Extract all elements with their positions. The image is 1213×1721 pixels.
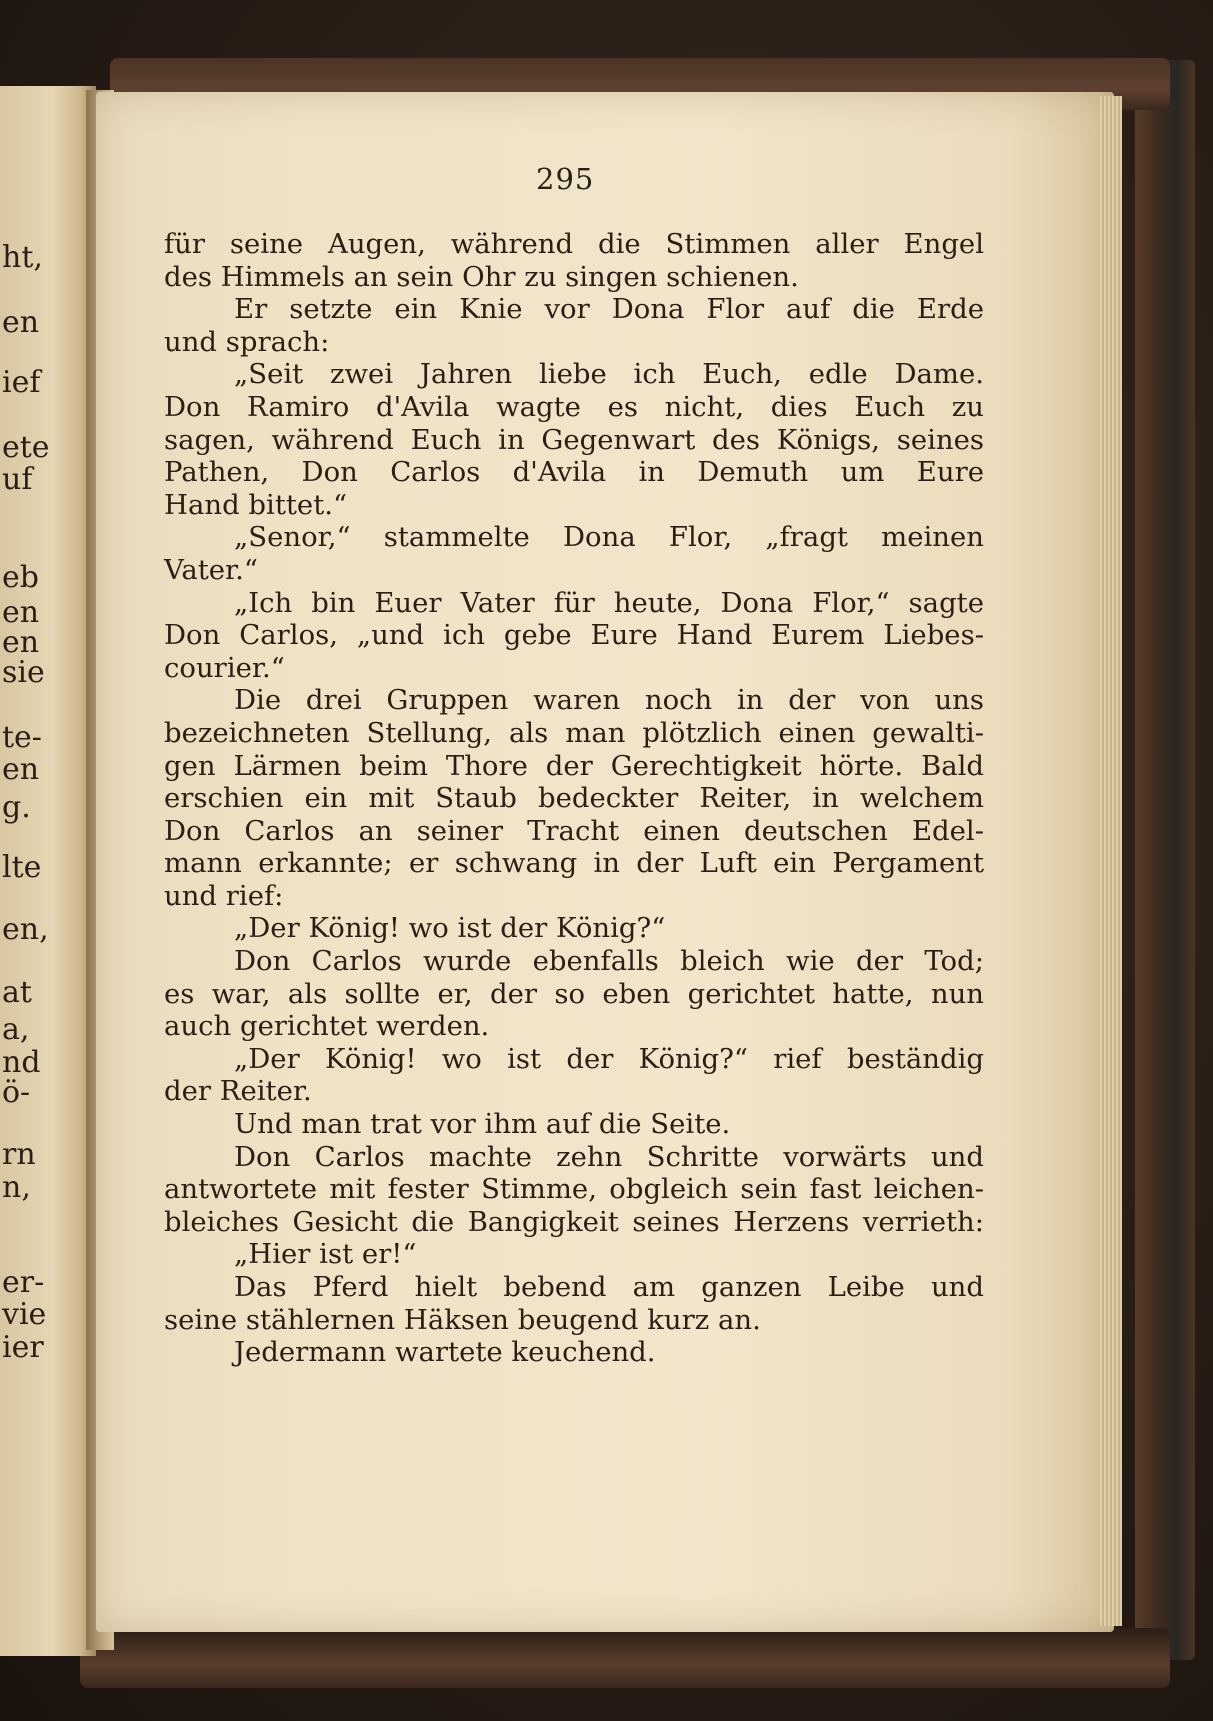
facing-page-text-fragment: en: [2, 625, 40, 660]
text-line: Das Pferd hielt bebend am ganzen Leibe und: [234, 1271, 984, 1303]
facing-page-text-fragment: er-: [2, 1265, 45, 1300]
text-line: Don Carlos wurde ebenfalls bleich wie der Tod;: [234, 945, 984, 978]
facing-page-text-fragment: uf: [2, 462, 33, 497]
text-line: Don Carlos an seiner Tracht einen deutschen Edel-: [164, 814, 984, 847]
text-line: Er setzte ein Knie vor Dona Flor auf die Erde: [234, 293, 984, 326]
text-line: „Der König! wo ist der König?“: [234, 912, 666, 945]
text-line: seine stählernen Häksen beugend kurz an.: [164, 1303, 761, 1336]
text-line: der Reiter.: [164, 1075, 312, 1108]
page-number: 295: [536, 162, 595, 196]
facing-page-text-fragment: at: [2, 975, 32, 1010]
text-line: Hand bittet.“: [164, 488, 348, 521]
text-line: erschien ein mit Staub bedeckter Reiter, in welchem: [164, 782, 984, 815]
text-line: „Senor,“ stammelte Dona Flor, „fragt meinen: [234, 521, 984, 554]
text-line: des Himmels an sein Ohr zu singen schienen.: [164, 260, 799, 293]
text-line: es war, als sollte er, der so eben gerichtet hatte, nun: [164, 977, 984, 1010]
facing-page-text-fragment: eb: [2, 560, 39, 595]
facing-page-text-fragment: sie: [2, 655, 45, 690]
text-line: Vater.“: [164, 553, 258, 586]
text-line: Und man trat vor ihm auf die Seite.: [234, 1108, 731, 1141]
facing-page-fragment: [0, 86, 96, 1656]
text-line: gen Lärmen beim Thore der Gerechtigkeit hörte. Bald: [164, 749, 984, 782]
facing-page-text-fragment: en: [2, 752, 40, 787]
text-line: Pathen, Don Carlos d'Avila in Demuth um Eure: [164, 456, 984, 489]
text-line: und sprach:: [164, 325, 330, 358]
leather-binding-bottom: [80, 1628, 1170, 1688]
facing-page-text-fragment: nd: [2, 1045, 41, 1080]
facing-page-text-fragment: te-: [2, 720, 42, 755]
text-line: und rief:: [164, 879, 284, 912]
facing-page-text-fragment: ö-: [2, 1075, 31, 1110]
text-line: Don Carlos machte zehn Schritte vorwärts und: [234, 1140, 984, 1173]
facing-page-text-fragment: n,: [2, 1170, 31, 1205]
text-line: courier.“: [164, 651, 285, 684]
body-text: [164, 228, 984, 1369]
facing-page-text-fragment: ief: [2, 365, 41, 400]
text-line: Don Ramiro d'Avila wagte es nicht, dies Euch zu: [164, 390, 984, 423]
page-block-edge: [1100, 96, 1122, 1626]
facing-page-text-fragment: ete: [2, 430, 50, 465]
text-line: Don Carlos, „und ich gebe Eure Hand Eurem Liebes-: [164, 619, 984, 652]
text-line: mann erkannte; er schwang in der Luft ein Pergament: [164, 847, 984, 880]
text-line: „Hier ist er!“: [234, 1238, 417, 1271]
text-line: auch gerichtet werden.: [164, 1010, 490, 1043]
text-line: sagen, während Euch in Gegenwart des Königs, seines: [164, 423, 984, 456]
book-binding-edge: [1135, 60, 1195, 1660]
text-line: „Ich bin Euer Vater für heute, Dona Flor,“ sagte: [234, 586, 984, 619]
text-line: Die drei Gruppen waren noch in der von uns: [234, 684, 984, 717]
text-line: bezeichneten Stellung, als man plötzlich einen gewalti-: [164, 716, 984, 749]
text-line: bleiches Gesicht die Bangigkeit seines Herzens verrieth:: [164, 1205, 984, 1238]
text-line: antwortete mit fester Stimme, obgleich sein fast leichen-: [164, 1173, 984, 1206]
facing-page-text-fragment: ht,: [2, 240, 43, 275]
text-line: für seine Augen, während die Stimmen aller Engel: [164, 228, 984, 260]
facing-page-text-fragment: en: [2, 595, 40, 630]
facing-page-text-fragment: a,: [2, 1012, 30, 1047]
text-line: Jedermann wartete keuchend.: [234, 1336, 656, 1369]
facing-page-text-fragment: g.: [2, 790, 31, 825]
facing-page-text-fragment: lte: [2, 850, 42, 885]
facing-page-text-fragment: rn: [2, 1137, 36, 1172]
facing-page-text-fragment: en: [2, 305, 40, 340]
facing-page-text-fragment: vie: [2, 1297, 47, 1332]
facing-page-text-fragment: en,: [2, 912, 49, 947]
facing-page-text-fragment: ier: [2, 1330, 44, 1365]
text-line: „Seit zwei Jahren liebe ich Euch, edle Dame.: [234, 358, 984, 391]
text-line: „Der König! wo ist der König?“ rief beständig: [234, 1042, 984, 1075]
